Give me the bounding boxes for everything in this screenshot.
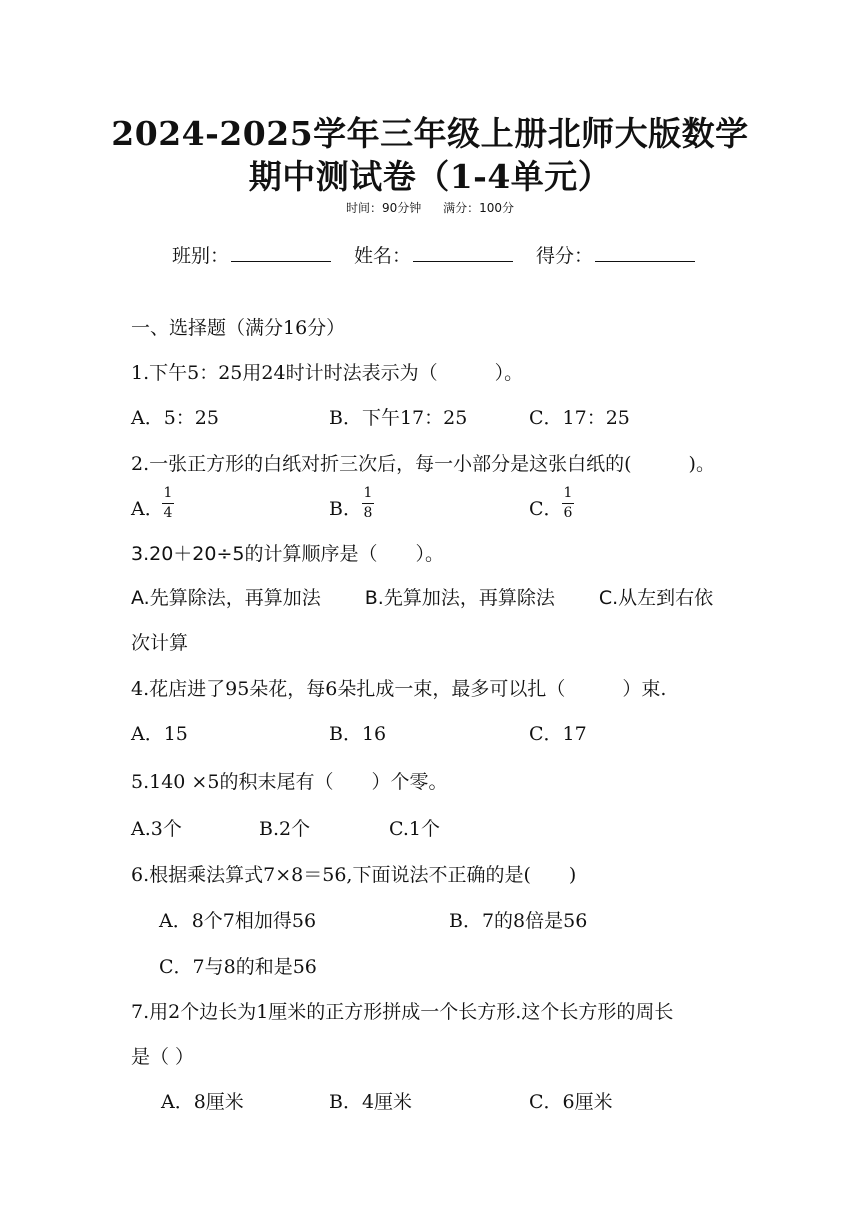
option-a-label: A． <box>131 498 164 520</box>
fraction-denominator: 6 <box>563 505 573 521</box>
question-5-option-b[interactable]: B.2个 <box>259 818 311 840</box>
question-7-stem-cont: 是（ ） <box>131 1046 195 1068</box>
fraction-denominator: 8 <box>363 505 373 521</box>
fraction-one-eighth <box>360 485 376 522</box>
question-1-option-c[interactable]: C．17：25 <box>529 407 630 429</box>
question-6-option-a[interactable]: A．8个7相加得56 <box>159 910 317 932</box>
name-label: 姓名： <box>354 245 412 267</box>
option-b-label: B． <box>329 498 362 520</box>
question-6-option-b[interactable]: B．7的8倍是56 <box>449 910 588 932</box>
name-field <box>354 241 513 268</box>
question-2-option-b[interactable] <box>329 494 362 521</box>
question-1-stem: 1.下午5：25用24时计时法表示为（ ）。 <box>131 362 524 384</box>
fraction-one-quarter <box>160 485 176 522</box>
question-6-stem: 6.根据乘法算式7×8＝56,下面说法不正确的是( ) <box>131 864 577 886</box>
section-heading: 一、选择题（满分16分） <box>131 317 346 339</box>
exam-time: 时间：90分钟 <box>345 201 422 215</box>
fraction-denominator: 4 <box>163 505 173 521</box>
page-title-line2: 期中测试卷（1-4单元） <box>248 157 612 196</box>
question-3-options[interactable]: A.先算除法，再算加法 B.先算加法，再算除法 C.从左到右依 <box>131 587 714 609</box>
fraction-numerator: 1 <box>363 485 373 501</box>
name-blank[interactable] <box>413 243 513 262</box>
question-1-option-b[interactable]: B．下午17：25 <box>329 407 468 429</box>
question-5-stem: 5.140 ×5的积末尾有（ ）个零。 <box>131 771 448 793</box>
question-5-option-c[interactable]: C.1个 <box>389 818 440 840</box>
question-1-option-a[interactable]: A．5：25 <box>131 407 219 429</box>
question-4-option-a[interactable]: A．15 <box>131 723 188 745</box>
question-2-option-c[interactable] <box>529 494 563 521</box>
option-c-label: C． <box>529 498 563 520</box>
question-4-stem: 4.花店进了95朵花，每6朵扎成一束，最多可以扎（ ）束. <box>131 678 667 700</box>
question-7-stem: 7.用2个边长为1厘米的正方形拼成一个长方形.这个长方形的周长 <box>131 1001 674 1023</box>
question-7-option-c[interactable]: C．6厘米 <box>529 1091 613 1113</box>
question-7-option-b[interactable]: B．4厘米 <box>329 1091 413 1113</box>
question-5-option-a[interactable]: A.3个 <box>131 818 182 840</box>
score-blank[interactable] <box>595 243 695 262</box>
class-blank[interactable] <box>231 243 331 262</box>
exam-meta <box>0 199 860 216</box>
score-label: 得分： <box>536 245 594 267</box>
fraction-numerator: 1 <box>563 485 573 501</box>
question-3-stem: 3.20＋20÷5的计算顺序是（ ）。 <box>131 543 444 565</box>
question-3-options-cont[interactable]: 次计算 <box>131 632 189 654</box>
question-4-option-c[interactable]: C．17 <box>529 723 587 745</box>
score-field <box>536 241 695 268</box>
question-2-stem: 2.一张正方形的白纸对折三次后，每一小部分是这张白纸的( )。 <box>131 453 715 475</box>
page-title-line1: 2024-2025学年三年级上册北师大版数学 <box>111 114 749 153</box>
question-7-option-a[interactable]: A．8厘米 <box>161 1091 244 1113</box>
question-6-option-c[interactable]: C．7与8的和是56 <box>159 956 317 978</box>
fraction-one-sixth <box>560 485 576 522</box>
fraction-numerator: 1 <box>163 485 173 501</box>
exam-full-score: 满分：100分 <box>443 201 514 215</box>
question-2-option-a[interactable] <box>131 494 164 521</box>
class-label: 班别： <box>172 245 230 267</box>
class-field <box>172 241 331 268</box>
question-4-option-b[interactable]: B．16 <box>329 723 387 745</box>
